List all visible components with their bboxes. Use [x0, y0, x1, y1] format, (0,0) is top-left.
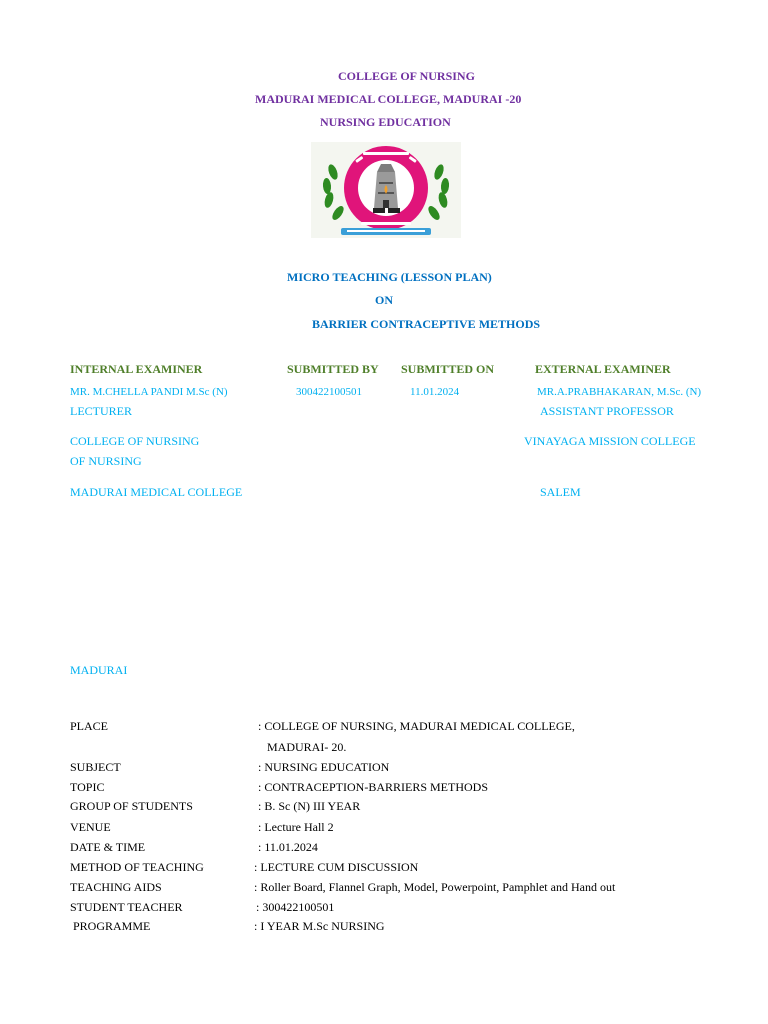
topic-title: BARRIER CONTRACEPTIVE METHODS [312, 317, 541, 331]
institution-name: MADURAI MEDICAL COLLEGE, MADURAI -20 [255, 92, 522, 106]
detail-value-student-teacher: : 300422100501 [256, 900, 335, 914]
document-title: MICRO TEACHING (LESSON PLAN) [287, 270, 492, 284]
detail-value-date: : 11.01.2024 [258, 840, 318, 854]
detail-label-student-teacher: STUDENT TEACHER [70, 900, 183, 914]
submitted-by-heading: SUBMITTED BY [287, 362, 379, 376]
city-label: MADURAI [70, 663, 128, 677]
detail-label-method: METHOD OF TEACHING [70, 860, 204, 874]
detail-label-subject: SUBJECT [70, 760, 121, 774]
internal-college-line1: COLLEGE OF NURSING [70, 434, 200, 448]
detail-label-group: GROUP OF STUDENTS [70, 799, 193, 813]
internal-college-line3: MADURAI MEDICAL COLLEGE [70, 485, 243, 499]
external-examiner-name: MR.A.PRABHAKARAN, M.Sc. (N) [537, 386, 702, 398]
detail-label-venue: VENUE [70, 820, 111, 834]
internal-college-line2: OF NURSING [70, 454, 142, 468]
detail-label-aids: TEACHING AIDS [70, 880, 162, 894]
detail-label-topic: TOPIC [70, 780, 105, 794]
college-name: COLLEGE OF NURSING [338, 69, 475, 83]
title-connector: ON [375, 293, 393, 307]
external-city: SALEM [540, 485, 581, 499]
detail-value-method: : LECTURE CUM DISCUSSION [254, 860, 419, 874]
detail-value-subject: : NURSING EDUCATION [258, 760, 390, 774]
detail-value-programme: : I YEAR M.Sc NURSING [254, 919, 385, 933]
detail-value-group: : B. Sc (N) III YEAR [258, 799, 361, 813]
detail-value-place: : COLLEGE OF NURSING, MADURAI MEDICAL COLLEGE, [258, 719, 575, 733]
detail-label-programme: PROGRAMME [70, 919, 151, 933]
department-name: NURSING EDUCATION [320, 115, 451, 129]
detail-label-date: DATE & TIME [70, 840, 146, 854]
external-college: VINAYAGA MISSION COLLEGE [524, 434, 696, 448]
internal-examiner-role: LECTURER [70, 404, 132, 418]
college-seal-icon [311, 142, 461, 238]
detail-label-place: PLACE [70, 719, 109, 733]
detail-value-venue: : Lecture Hall 2 [258, 820, 334, 834]
detail-value-topic: : CONTRACEPTION-BARRIERS METHODS [258, 780, 489, 794]
submitted-on-value: 11.01.2024 [410, 386, 460, 398]
detail-value-aids: : Roller Board, Flannel Graph, Model, Powerpoint, Pamphlet and Hand out [254, 880, 616, 894]
submitted-on-heading: SUBMITTED ON [401, 362, 495, 376]
internal-examiner-heading: INTERNAL EXAMINER [70, 362, 203, 376]
detail-value-place-line2: MADURAI- 20. [267, 740, 347, 754]
internal-examiner-name: MR. M.CHELLA PANDI M.Sc (N) [70, 386, 228, 398]
submitted-by-value: 300422100501 [296, 386, 362, 398]
external-examiner-heading: EXTERNAL EXAMINER [535, 362, 671, 376]
external-examiner-role: ASSISTANT PROFESSOR [540, 404, 674, 418]
college-logo [311, 142, 461, 238]
